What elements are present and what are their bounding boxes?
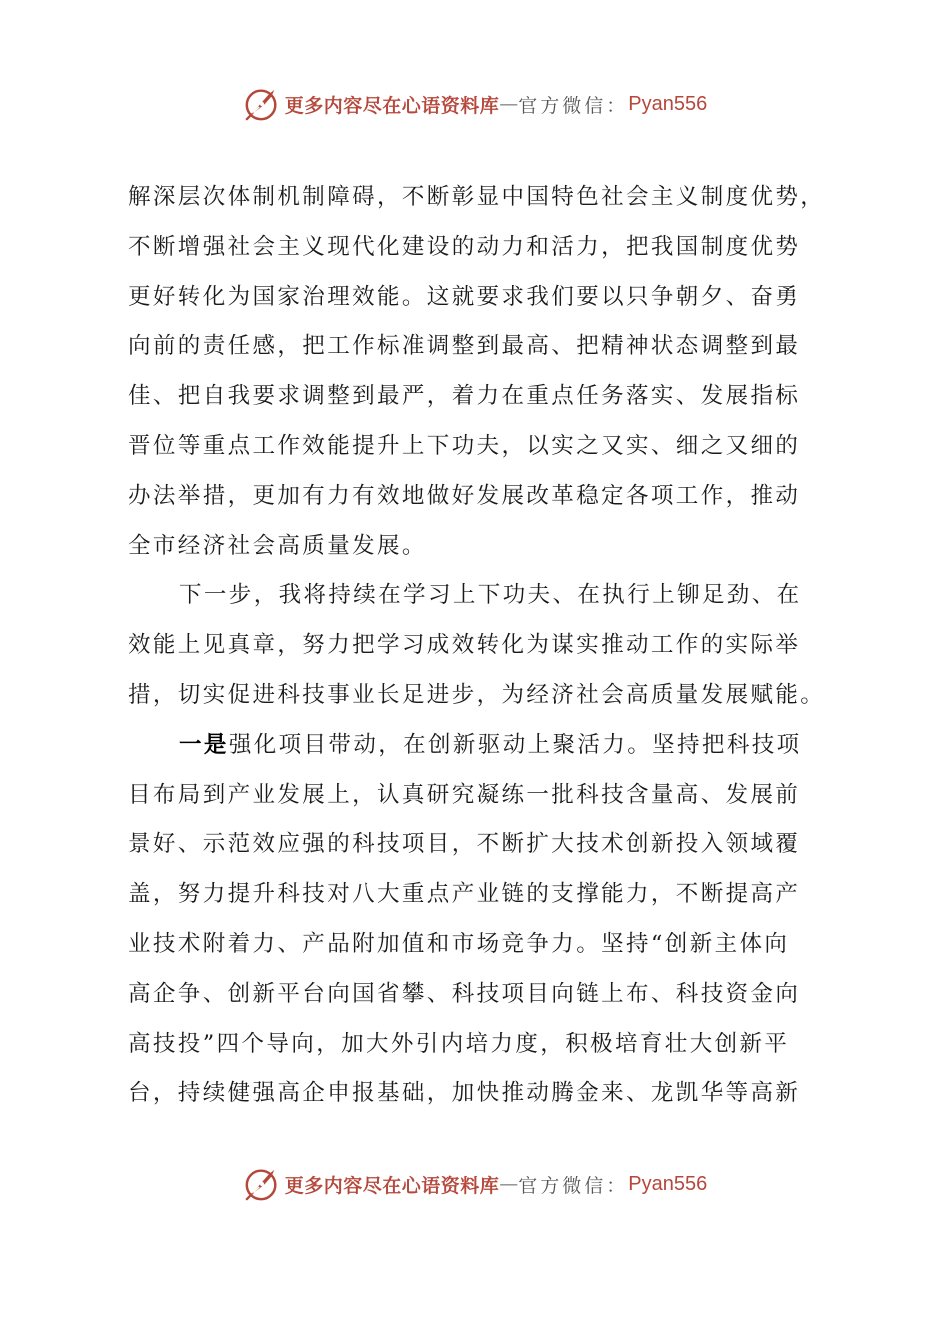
banner-wechat-id: Pyan556 [628, 1172, 708, 1195]
paragraph-1 [128, 173, 833, 571]
text-line: 解深层次体制机制障碍，不断彰显中国特色社会主义制度优势， [128, 184, 826, 210]
header-banner [0, 82, 950, 126]
text-line: 景好、示范效应强的科技项目，不断扩大技术创新投入领域覆 [128, 831, 801, 858]
text-line: 不断增强社会主义现代化建设的动力和活力，把我国制度优势 [128, 233, 801, 260]
banner-dash: — [499, 1173, 519, 1195]
text-line: 业技术附着力、产品附加值和市场竞争力。坚持“创新主体向 [128, 930, 790, 957]
text-line: 下一步，我将持续在学习上下功夫、在执行上铆足劲、在 [179, 582, 802, 609]
banner-wechat-label: 官方微信： [518, 94, 629, 117]
text-line: 全市经济社会高质量发展。 [128, 532, 427, 559]
text-line: 向前的责任感，把工作标准调整到最高、把精神状态调整到最 [128, 333, 801, 360]
text-line: 高技投”四个导向，加大外引内培力度，积极培育壮大创新平 [128, 1030, 790, 1057]
banner-wechat-label: 官方微信： [518, 1174, 629, 1197]
text-line: 更好转化为国家治理效能。这就要求我们要以只争朝夕、奋勇 [128, 283, 801, 310]
pen-nib-logo-icon [243, 1165, 281, 1203]
paragraph-3 [128, 721, 833, 1119]
document-body [128, 173, 833, 1119]
text-line: 晋位等重点工作效能提升上下功夫，以实之又实、细之又细的 [128, 432, 801, 459]
text-line: 佳、把自我要求调整到最严，着力在重点任务落实、发展指标 [128, 383, 801, 410]
text-line: 目布局到产业发展上，认真研究凝练一批科技含量高、发展前 [128, 781, 801, 808]
paragraph-2 [128, 571, 833, 720]
text-line: 台，持续健强高企申报基础，加快推动腾金来、龙凯华等高新 [128, 1080, 801, 1107]
banner-wechat-id: Pyan556 [628, 92, 708, 115]
text-line: 措，切实促进科技事业长足进步，为经济社会高质量发展赋能。 [128, 681, 826, 708]
text-line: 效能上见真章，努力把学习成效转化为谋实推动工作的实际举 [128, 632, 801, 659]
banner-dash: — [499, 93, 519, 115]
text-line: 盖，努力提升科技对八大重点产业链的支撑能力，不断提高产 [128, 881, 801, 908]
text-line-with-lead [128, 721, 833, 771]
banner-brand-text: 更多内容尽在心语资料库 [284, 1174, 500, 1197]
pen-nib-logo-icon [243, 85, 281, 123]
footer-banner [0, 1162, 950, 1206]
banner-brand-text: 更多内容尽在心语资料库 [284, 94, 500, 117]
text-line: 办法举措，更加有力有效地做好发展改革稳定各项工作，推动 [128, 482, 801, 509]
text-line: 高企争、创新平台向国省攀、科技项目向链上布、科技资金向 [128, 980, 801, 1007]
text-run: 强化项目带动，在创新驱动上聚活力。坚持把科技项 [228, 731, 802, 758]
paragraph-lead: 一是 [179, 731, 229, 758]
